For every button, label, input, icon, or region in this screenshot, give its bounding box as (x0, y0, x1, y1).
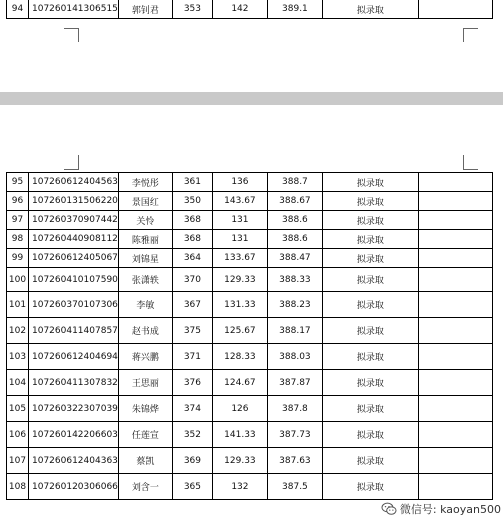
table-row (7, 370, 493, 396)
candidate-id: 107260120306066 (29, 474, 119, 500)
initial-score: 364 (172, 249, 212, 268)
candidate-id: 107260131506220 (29, 192, 119, 211)
remarks (418, 268, 492, 292)
retest-score: 133.67 (212, 249, 267, 268)
row-number: 101 (7, 292, 29, 318)
initial-score: 375 (172, 318, 212, 344)
row-number: 100 (7, 268, 29, 292)
total-score: 388.7 (267, 173, 322, 192)
table-row (7, 211, 493, 230)
admission-status: 拟录取 (322, 230, 418, 249)
table-row (7, 292, 493, 318)
admission-status: 拟录取 (322, 318, 418, 344)
retest-score: 131 (212, 211, 267, 230)
retest-score: 129.33 (212, 268, 267, 292)
candidate-id: 107260142206603 (29, 422, 119, 448)
crop-mark-top-left (64, 28, 79, 42)
total-score: 388.17 (267, 318, 322, 344)
total-score: 387.63 (267, 448, 322, 474)
candidate-name: 景国红 (118, 192, 172, 211)
total-score: 387.5 (267, 474, 322, 500)
total-score: 387.87 (267, 370, 322, 396)
remarks (418, 344, 492, 370)
retest-score: 131 (212, 230, 267, 249)
table-row (7, 249, 493, 268)
row-number: 104 (7, 370, 29, 396)
remarks (418, 422, 492, 448)
page-gap (0, 92, 503, 105)
crop-mark-bottom-right (463, 155, 478, 170)
total-score: 387.8 (267, 396, 322, 422)
candidate-id: 107260370107306 (29, 292, 119, 318)
table-row (7, 474, 493, 500)
table-row (7, 268, 493, 292)
initial-score: 361 (172, 173, 212, 192)
admission-status: 拟录取 (322, 396, 418, 422)
results-table (6, 172, 493, 500)
candidate-name: 王思丽 (118, 370, 172, 396)
watermark-text: 微信号: kaoyan500 (399, 503, 501, 516)
candidate-id: 107260410107590 (29, 268, 119, 292)
remarks (418, 370, 492, 396)
admission-status: 拟录取 (322, 448, 418, 474)
candidate-name: 李敏 (118, 292, 172, 318)
remarks (418, 474, 492, 500)
initial-score: 368 (172, 230, 212, 249)
remarks (418, 396, 492, 422)
remarks (418, 318, 492, 344)
remarks (418, 192, 492, 211)
row-number: 103 (7, 344, 29, 370)
candidate-name: 陈雅丽 (118, 230, 172, 249)
candidate-name: 郭钊君 (118, 0, 172, 19)
admission-status: 拟录取 (322, 211, 418, 230)
total-score: 388.33 (267, 268, 322, 292)
admission-status: 拟录取 (322, 268, 418, 292)
row-number: 97 (7, 211, 29, 230)
admission-status: 拟录取 (322, 249, 418, 268)
initial-score: 350 (172, 192, 212, 211)
candidate-name: 蔡凯 (118, 448, 172, 474)
admission-status: 拟录取 (322, 344, 418, 370)
row-number: 106 (7, 422, 29, 448)
total-score: 388.23 (267, 292, 322, 318)
total-score: 388.6 (267, 230, 322, 249)
admission-status: 拟录取 (322, 0, 418, 19)
candidate-id: 107260612404694 (29, 344, 119, 370)
total-score: 388.47 (267, 249, 322, 268)
retest-score: 131.33 (212, 292, 267, 318)
total-score: 388.6 (267, 211, 322, 230)
admission-status: 拟录取 (322, 192, 418, 211)
candidate-id: 107260322307039 (29, 396, 119, 422)
remarks (418, 173, 492, 192)
row-number: 94 (7, 0, 29, 19)
admission-status: 拟录取 (322, 292, 418, 318)
watermark (381, 501, 501, 517)
initial-score: 376 (172, 370, 212, 396)
table-row (7, 318, 493, 344)
admission-status: 拟录取 (322, 370, 418, 396)
results-table-top (6, 0, 493, 19)
table-row (7, 230, 493, 249)
candidate-name: 任莲宣 (118, 422, 172, 448)
candidate-id: 107260141306515 (29, 0, 119, 19)
retest-score: 136 (212, 173, 267, 192)
candidate-id: 107260612404563 (29, 173, 119, 192)
candidate-name: 刘锦星 (118, 249, 172, 268)
candidate-id: 107260612404363 (29, 448, 119, 474)
initial-score: 365 (172, 474, 212, 500)
admission-status: 拟录取 (322, 173, 418, 192)
initial-score: 369 (172, 448, 212, 474)
initial-score: 371 (172, 344, 212, 370)
row-number: 96 (7, 192, 29, 211)
retest-score: 128.33 (212, 344, 267, 370)
row-number: 95 (7, 173, 29, 192)
remarks (418, 230, 492, 249)
initial-score: 374 (172, 396, 212, 422)
candidate-id: 107260370907442 (29, 211, 119, 230)
candidate-id: 107260411307832 (29, 370, 119, 396)
admission-status: 拟录取 (322, 474, 418, 500)
remarks (418, 292, 492, 318)
retest-score: 132 (212, 474, 267, 500)
table-row (7, 173, 493, 192)
total-score: 388.67 (267, 192, 322, 211)
candidate-name: 蒋兴鹏 (118, 344, 172, 370)
row-number: 98 (7, 230, 29, 249)
initial-score: 352 (172, 422, 212, 448)
candidate-name: 张潇轶 (118, 268, 172, 292)
candidate-name: 朱锦烨 (118, 396, 172, 422)
candidate-id: 107260440908112 (29, 230, 119, 249)
table-row (7, 344, 493, 370)
remarks (418, 0, 492, 19)
retest-score: 125.67 (212, 318, 267, 344)
row-number: 105 (7, 396, 29, 422)
admission-status: 拟录取 (322, 422, 418, 448)
candidate-id: 107260411407857 (29, 318, 119, 344)
initial-score: 370 (172, 268, 212, 292)
table-row (7, 0, 493, 19)
total-score: 388.03 (267, 344, 322, 370)
crop-mark-top-right (463, 28, 478, 42)
initial-score: 353 (172, 0, 212, 19)
table-row (7, 192, 493, 211)
retest-score: 143.67 (212, 192, 267, 211)
crop-mark-bottom-left (64, 155, 79, 170)
total-score: 387.73 (267, 422, 322, 448)
table-row (7, 396, 493, 422)
retest-score: 126 (212, 396, 267, 422)
table-row (7, 422, 493, 448)
table-row (7, 448, 493, 474)
candidate-id: 107260612405067 (29, 249, 119, 268)
page-top (0, 0, 503, 92)
retest-score: 141.33 (212, 422, 267, 448)
row-number: 108 (7, 474, 29, 500)
retest-score: 129.33 (212, 448, 267, 474)
row-number: 107 (7, 448, 29, 474)
row-number: 99 (7, 249, 29, 268)
total-score: 389.1 (267, 0, 322, 19)
retest-score: 142 (212, 0, 267, 19)
remarks (418, 211, 492, 230)
candidate-name: 赵书成 (118, 318, 172, 344)
candidate-name: 关怜 (118, 211, 172, 230)
remarks (418, 448, 492, 474)
wechat-icon (381, 502, 397, 516)
initial-score: 368 (172, 211, 212, 230)
initial-score: 367 (172, 292, 212, 318)
retest-score: 124.67 (212, 370, 267, 396)
remarks (418, 249, 492, 268)
candidate-name: 李悦彤 (118, 173, 172, 192)
candidate-name: 刘含一 (118, 474, 172, 500)
row-number: 102 (7, 318, 29, 344)
